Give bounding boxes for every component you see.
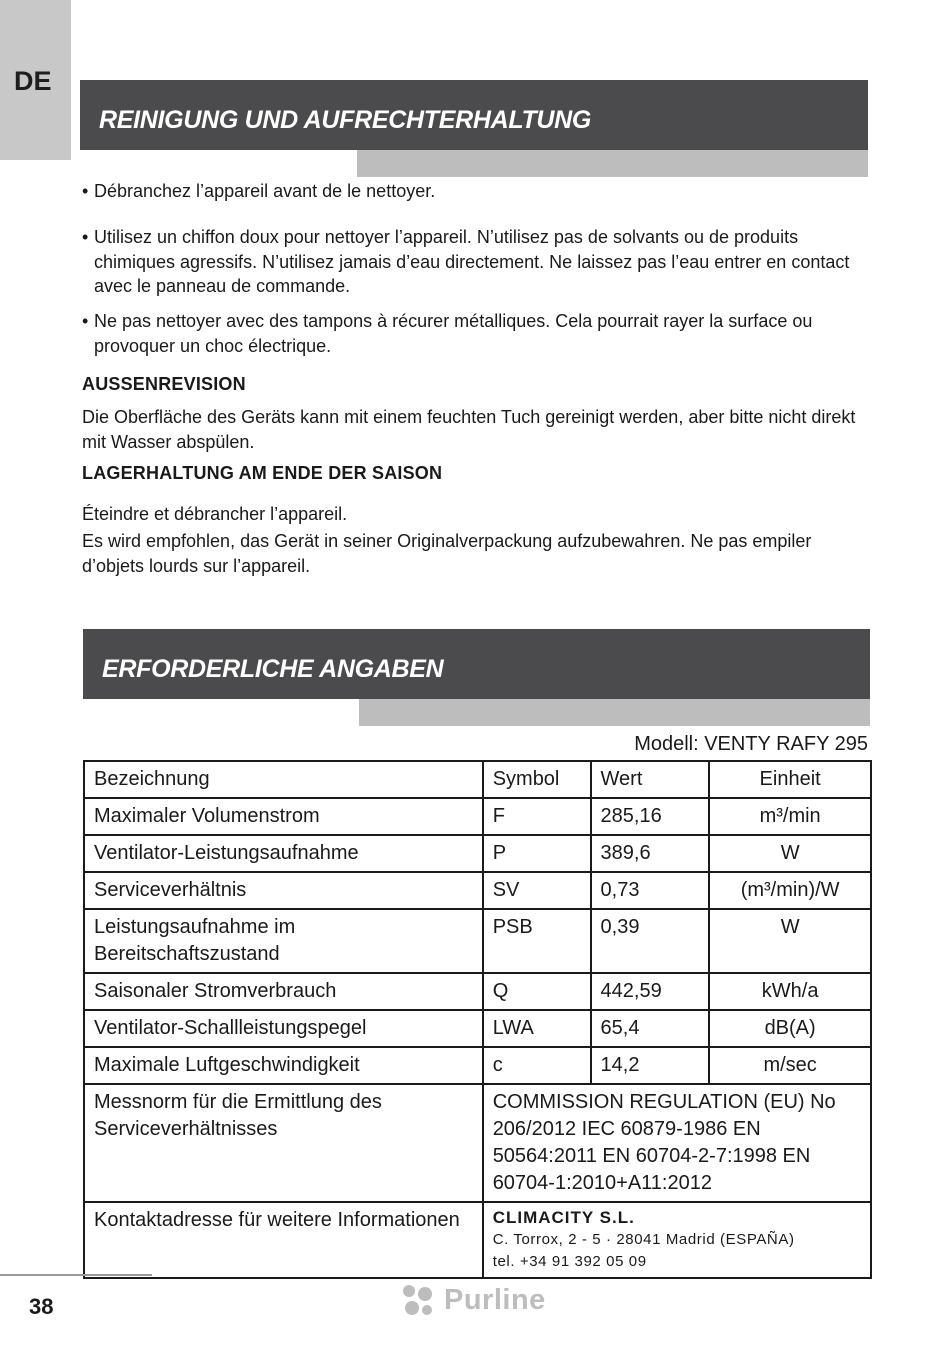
contact-label: Kontaktadresse für weitere Informationen xyxy=(84,1202,483,1278)
section-title-cleaning: REINIGUNG UND AUFRECHTERHALTUNG xyxy=(99,106,592,134)
norm-value: COMMISSION REGULATION (EU) No 206/2012 IEC 60879-1986 EN 50564:2011 EN 60704-2-7:1998 EN 60704-1:2010+A11:2012 xyxy=(483,1084,871,1202)
table-row xyxy=(84,909,871,973)
table-cell: 14,2 xyxy=(591,1047,710,1084)
table-cell: 0,39 xyxy=(591,909,710,973)
brand-logo xyxy=(400,1280,546,1320)
page-number: 38 xyxy=(29,1294,54,1319)
language-tab xyxy=(0,0,71,160)
table-cell: PSB xyxy=(483,909,591,973)
header-cell: Wert xyxy=(591,761,710,798)
paragraph-storage-1: Éteindre et débrancher l’appareil. xyxy=(82,504,348,524)
logo-wordmark: Purline xyxy=(444,1283,546,1316)
header-cell: Einheit xyxy=(709,761,871,798)
table-cell: LWA xyxy=(483,1010,591,1047)
table-cell: Maximaler Volumenstrom xyxy=(84,798,483,835)
table-cell: 0,73 xyxy=(591,872,710,909)
contact-company: CLIMACITY S.L. xyxy=(492,1208,635,1227)
table-cell: 389,6 xyxy=(591,835,710,872)
bullet-item: • Débranchez l’appareil avant de le nettoyer. xyxy=(82,181,436,201)
table-cell: m³/min xyxy=(709,798,871,835)
table-row-contact xyxy=(84,1202,871,1278)
table-cell: Leistungsaufnahme im Bereitschaftszustand xyxy=(84,909,483,973)
table-cell: 285,16 xyxy=(591,798,710,835)
table-cell: W xyxy=(709,835,871,872)
footer-divider xyxy=(0,1274,152,1276)
contact-address: C. Torrox, 2 - 5 · 28041 Madrid (ESPAÑA) xyxy=(492,1231,795,1248)
table-cell: kWh/a xyxy=(709,973,871,1010)
purline-logo-icon xyxy=(400,1282,436,1318)
table-cell: Ventilator-Leistungsaufnahme xyxy=(84,835,483,872)
table-cell: 65,4 xyxy=(591,1010,710,1047)
table-cell: Serviceverhältnis xyxy=(84,872,483,909)
table-cell: (m³/min)/W xyxy=(709,872,871,909)
paragraph-storage-2: Es wird empfohlen, das Gerät in seiner Originalverpackung aufzubewahren. Ne pas empiler d’objets lourds sur l’appareil. xyxy=(82,531,812,576)
table-cell: m/sec xyxy=(709,1047,871,1084)
paragraph-exterior: Die Oberfläche des Geräts kann mit einem feuchten Tuch gereinigt werden, aber bitte nicht direkt mit Wasser abspülen. xyxy=(82,407,856,452)
table-cell: SV xyxy=(483,872,591,909)
bullet-item: • Ne pas nettoyer avec des tampons à récurer métalliques. Cela pourrait rayer la surface ou provoquer un choc électrique. xyxy=(82,311,813,356)
table-cell: Ventilator-Schallleistungspegel xyxy=(84,1010,483,1047)
specifications-table xyxy=(83,760,872,1279)
table-row xyxy=(84,1047,871,1084)
language-code: DE xyxy=(14,66,52,96)
model-label: Modell: VENTY RAFY 295 xyxy=(634,733,868,755)
header-cell: Bezeichnung xyxy=(84,761,483,798)
table-cell: F xyxy=(483,798,591,835)
table-row xyxy=(84,1010,871,1047)
table-header-row xyxy=(84,761,871,798)
bullet-item: • Utilisez un chiffon doux pour nettoyer l’appareil. N’utilisez pas de solvants ou de produits chimiques agressifs. N’utilisez jamais d’eau directement. Ne laissez pas l’eau entrer en contact avec le panneau de commande. xyxy=(82,227,850,296)
table-cell: W xyxy=(709,909,871,973)
table-cell: Maximale Luftgeschwindigkeit xyxy=(84,1047,483,1084)
norm-label: Messnorm für die Ermittlung des Serviceverhältnisses xyxy=(84,1084,483,1202)
section-title-specs: ERFORDERLICHE ANGABEN xyxy=(102,655,444,683)
table-cell: Q xyxy=(483,973,591,1010)
header-cell: Symbol xyxy=(483,761,591,798)
contact-cell xyxy=(483,1202,871,1278)
table-row xyxy=(84,798,871,835)
table-cell: Saisonaler Stromverbrauch xyxy=(84,973,483,1010)
table-cell: dB(A) xyxy=(709,1010,871,1047)
table-cell: c xyxy=(483,1047,591,1084)
table-cell: 442,59 xyxy=(591,973,710,1010)
table-row xyxy=(84,835,871,872)
subheading-storage: LAGERHALTUNG AM ENDE DER SAISON xyxy=(82,463,443,483)
table-cell: P xyxy=(483,835,591,872)
table-row-norm xyxy=(84,1084,871,1202)
subheading-exterior: AUSSENREVISION xyxy=(82,374,246,394)
table-row xyxy=(84,872,871,909)
table-row xyxy=(84,973,871,1010)
contact-phone: tel. +34 91 392 05 09 xyxy=(492,1253,647,1270)
